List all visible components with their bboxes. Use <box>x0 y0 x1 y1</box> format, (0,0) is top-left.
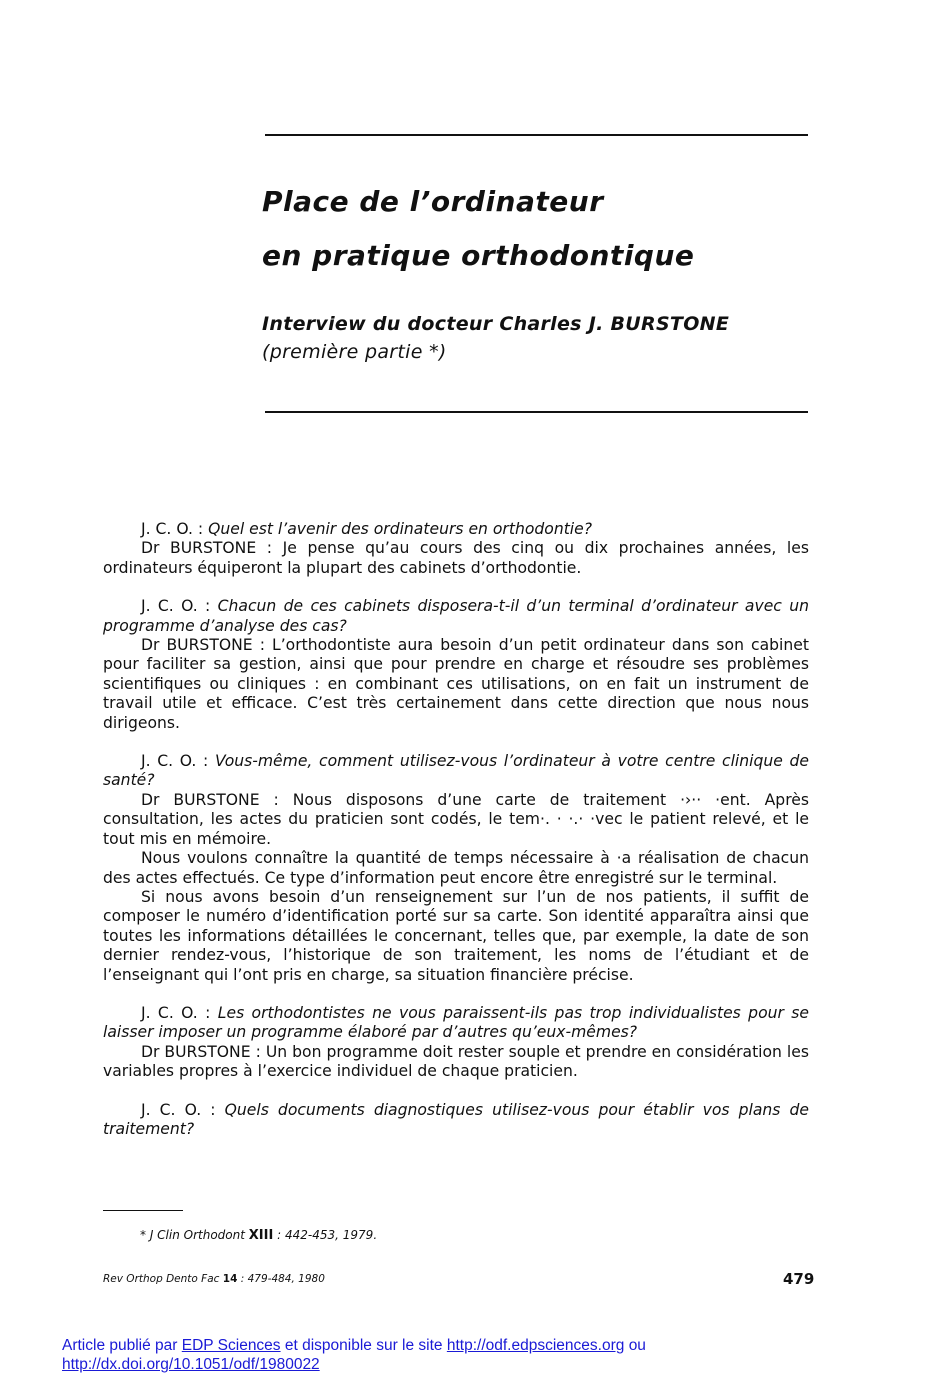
speaker: Dr BURSTONE : <box>141 790 279 809</box>
journal-reference <box>103 1273 325 1285</box>
speaker: J. C. O. : <box>141 1100 216 1119</box>
paragraph <box>103 752 809 791</box>
speaker: J. C. O. : <box>141 1003 211 1022</box>
question-text: Les orthodontistes ne vous paraissent-ils pas trop individualistes pour se laisser imposer un programme élaboré par d’autres qu’eux-mêmes? <box>103 1003 809 1042</box>
footnote-marker: * <box>140 1228 146 1242</box>
publisher-suffix: ou <box>628 1337 646 1354</box>
paragraph-gap <box>103 578 809 597</box>
publisher-link[interactable]: EDP Sciences <box>181 1337 281 1354</box>
answer-text: Je pense qu’au cours des cinq ou dix prochaines années, les ordinateurs équiperont la plupart des cabinets d’orthodontie. <box>103 539 809 577</box>
speaker: J. C. O. : <box>141 520 204 538</box>
answer-text: L’orthodontiste aura besoin d’un petit ordinateur dans son cabinet pour faciliter sa gestion, ainsi que pour prendre en charge et résoudre ses problèmes scientifiques ou cliniques : en combinant ces utilisations, on en fait un instrument de travail utile et efficace. C’est très certainement dans cette direction que nous nous dirigeons. <box>103 636 809 732</box>
speaker: Dr BURSTONE : <box>141 636 265 655</box>
top-rule <box>265 134 808 136</box>
speaker: J. C. O. : <box>141 597 211 616</box>
answer-text: Nous voulons connaître la quantité de temps nécessaire à ·a réalisation de chacun des actes effectués. Ce type d’information peut encore être enregistré sur le terminal. <box>103 849 809 887</box>
paragraph <box>103 520 809 539</box>
speaker: Dr BURSTONE : <box>141 539 273 558</box>
answer-text: Si nous avons besoin d’un renseignement sur l’un de nos patients, il suffit de composer le numéro d’identification porté sur sa carte. Son identité apparaîtra ainsi que toutes les informations détaillées le concernant, telles que, par exemple, la date de son dernier rendez-vous, l’historique de son traitement, les noms de l’étudiant et de l’enseignant qui l’ont pris en charge, sa situation financière précise. <box>103 887 809 984</box>
answer-text: Un bon programme doit rester souple et prendre en considération les variables propres à l’exercice individuel de chaque praticien. <box>103 1042 809 1081</box>
paragraph <box>103 539 809 578</box>
answer-text: Nous disposons d’une carte de traitement ·›·· ·ent. Après consultation, les actes du praticien sont codés, le tem·. · ·.· ·vec le patient relevé, et le tout mis en mémoire. <box>103 790 809 848</box>
subtitle-rule <box>265 411 808 413</box>
title-line-2: en pratique orthodontique <box>262 239 695 272</box>
speaker: J. C. O. : <box>141 752 209 771</box>
journal-pages: : 479-484, 1980 <box>240 1273 325 1285</box>
paragraph <box>103 597 809 636</box>
footnote-volume: XIII <box>248 1228 274 1243</box>
footnote <box>140 1228 377 1243</box>
subtitle-block <box>262 310 822 366</box>
paragraph-gap <box>103 733 809 752</box>
footnote-source: J Clin Orthodont <box>149 1228 245 1242</box>
part-line: (première partie *) <box>262 341 447 363</box>
page-number: 479 <box>783 1270 815 1288</box>
paragraph <box>103 1004 809 1043</box>
paragraph <box>103 791 809 849</box>
publisher-note <box>62 1336 862 1374</box>
site-link[interactable]: http://odf.edpsciences.org <box>446 1337 625 1354</box>
interview-body <box>103 520 809 1139</box>
question-text: Quel est l’avenir des ordinateurs en orthodontie? <box>208 520 593 538</box>
publisher-prefix: Article publié par <box>62 1337 178 1354</box>
paragraph <box>103 888 809 985</box>
journal-volume: 14 <box>222 1273 238 1285</box>
question-text: Chacun de ces cabinets disposera-t-il d’un terminal d’ordinateur avec un programme d’analyse des cas? <box>103 597 809 635</box>
footnote-pages: : 442-453, 1979. <box>277 1228 378 1242</box>
publisher-middle: et disponible sur le site <box>284 1337 443 1354</box>
paragraph <box>103 636 809 733</box>
footnote-rule <box>103 1210 183 1211</box>
question-text: Vous-même, comment utilisez-vous l’ordinateur à votre centre clinique de santé? <box>103 752 809 790</box>
paragraph <box>103 849 809 888</box>
speaker: Dr BURSTONE : <box>141 1042 261 1061</box>
doi-link[interactable]: http://dx.doi.org/10.1051/odf/1980022 <box>62 1356 320 1373</box>
paragraph <box>103 1101 809 1140</box>
paragraph-gap <box>103 1082 809 1101</box>
question-text: Quels documents diagnostiques utilisez-vous pour établir vos plans de traitement? <box>103 1100 809 1138</box>
article-title <box>262 175 822 283</box>
paragraph <box>103 1043 809 1082</box>
journal-name: Rev Orthop Dento Fac <box>103 1273 220 1285</box>
interview-line: Interview du docteur Charles J. BURSTONE <box>262 313 730 335</box>
title-line-1: Place de l’ordinateur <box>262 185 604 218</box>
paragraph-gap <box>103 985 809 1004</box>
